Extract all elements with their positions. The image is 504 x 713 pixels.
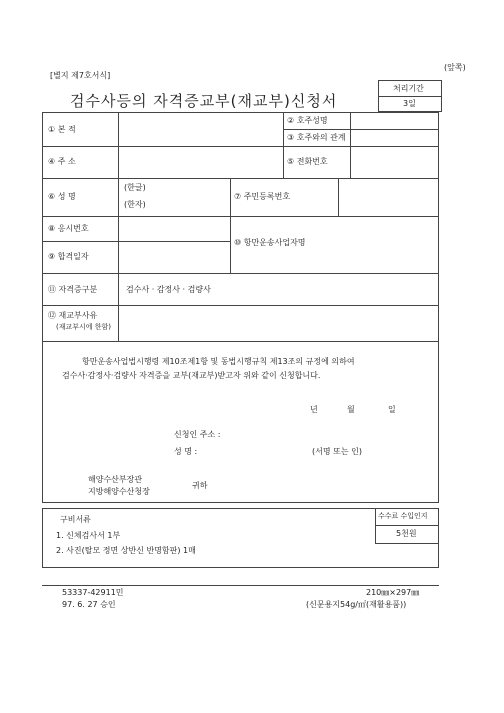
exam-number-label: ⑧ 응시번호 xyxy=(48,224,89,233)
resident-number-field[interactable] xyxy=(339,179,438,215)
exam-number-field[interactable] xyxy=(119,217,229,240)
applicant-name-label: 성 명 : xyxy=(174,447,198,456)
qualification-label: ⑪ 자격증구분 xyxy=(48,285,98,294)
statement-line-1: 항만운송사업법시행령 제10조제1항 및 동법시행규칙 제13조의 규정에 의하여 xyxy=(82,357,355,366)
documents-header: 구비서류 xyxy=(60,515,91,524)
domicile-label: ① 본 적 xyxy=(48,125,76,134)
page-title: 검수사등의 자격증교부(재교부)신청서 xyxy=(70,92,338,110)
head-relation-field[interactable] xyxy=(351,130,438,145)
documents-item-2: 2. 사진(탈모 정면 상반신 반명함판) 1매 xyxy=(56,546,196,555)
address-field[interactable] xyxy=(119,147,282,177)
processing-period-value: 3일 xyxy=(403,99,416,108)
head-relation-label: ③ 호주와의 관계 xyxy=(287,133,346,142)
paper-spec: (신문용지54g/㎡(재활용품)) xyxy=(306,600,407,609)
recipient-minister: 해양수산부장관 xyxy=(88,475,143,484)
reissue-reason-label: ⑫ 재교부사유 xyxy=(48,311,98,320)
honorific: 귀하 xyxy=(192,481,208,490)
name-hangul-label: (한글) xyxy=(124,183,146,192)
phone-label: ⑤ 전화번호 xyxy=(287,157,328,166)
statement-line-2: 검수사·감정사·검량사 자격증을 교부(재교부)받고자 위와 같이 신청합니다. xyxy=(62,371,321,380)
resident-number-label: ⑦ 주민등록번호 xyxy=(234,192,291,201)
business-name-label: ⑩ 항만운송사업자명 xyxy=(234,238,306,247)
processing-period-box xyxy=(378,80,442,112)
pass-date-label: ⑨ 합격일자 xyxy=(48,252,89,261)
approval-date: 97. 6. 27 승인 xyxy=(62,600,116,609)
processing-period-label: 처리기간 xyxy=(393,84,424,93)
date-year: 년 xyxy=(310,405,318,414)
reissue-reason-field[interactable] xyxy=(119,306,438,340)
address-label: ④ 주 소 xyxy=(48,157,76,166)
head-name-label: ② 호주성명 xyxy=(287,116,328,125)
name-field[interactable] xyxy=(160,179,229,215)
name-label: ⑥ 성 명 xyxy=(48,192,76,201)
reissue-note: (재교부시에 한함) xyxy=(56,323,112,331)
fee-value: 5천원 xyxy=(396,529,417,538)
page-side-label: (앞쪽) xyxy=(444,63,466,72)
domicile-field[interactable] xyxy=(119,113,282,145)
name-hanja-label: (한자) xyxy=(124,200,146,209)
documents-item-1: 1. 신체검사서 1부 xyxy=(56,531,121,540)
paper-size: 210㎜×297㎜ xyxy=(366,588,420,597)
qualification-value: 검수사 · 감정사 · 검량사 xyxy=(126,285,211,294)
form-number: [별지 제7호서식] xyxy=(50,71,111,80)
recipient-office: 지방해양수산청장 xyxy=(88,487,150,496)
form-code: 53337-42911민 xyxy=(62,588,124,597)
business-name-field[interactable] xyxy=(330,217,438,272)
date-day: 일 xyxy=(388,405,396,414)
fee-label: 수수료 수입인지 xyxy=(378,512,428,520)
head-name-field[interactable] xyxy=(351,113,438,128)
signature-label: (서명 또는 인) xyxy=(312,447,362,456)
pass-date-field[interactable] xyxy=(119,242,229,272)
phone-field[interactable] xyxy=(351,147,438,177)
date-month: 월 xyxy=(347,405,355,414)
applicant-address-label: 신청인 주소 : xyxy=(174,430,221,439)
